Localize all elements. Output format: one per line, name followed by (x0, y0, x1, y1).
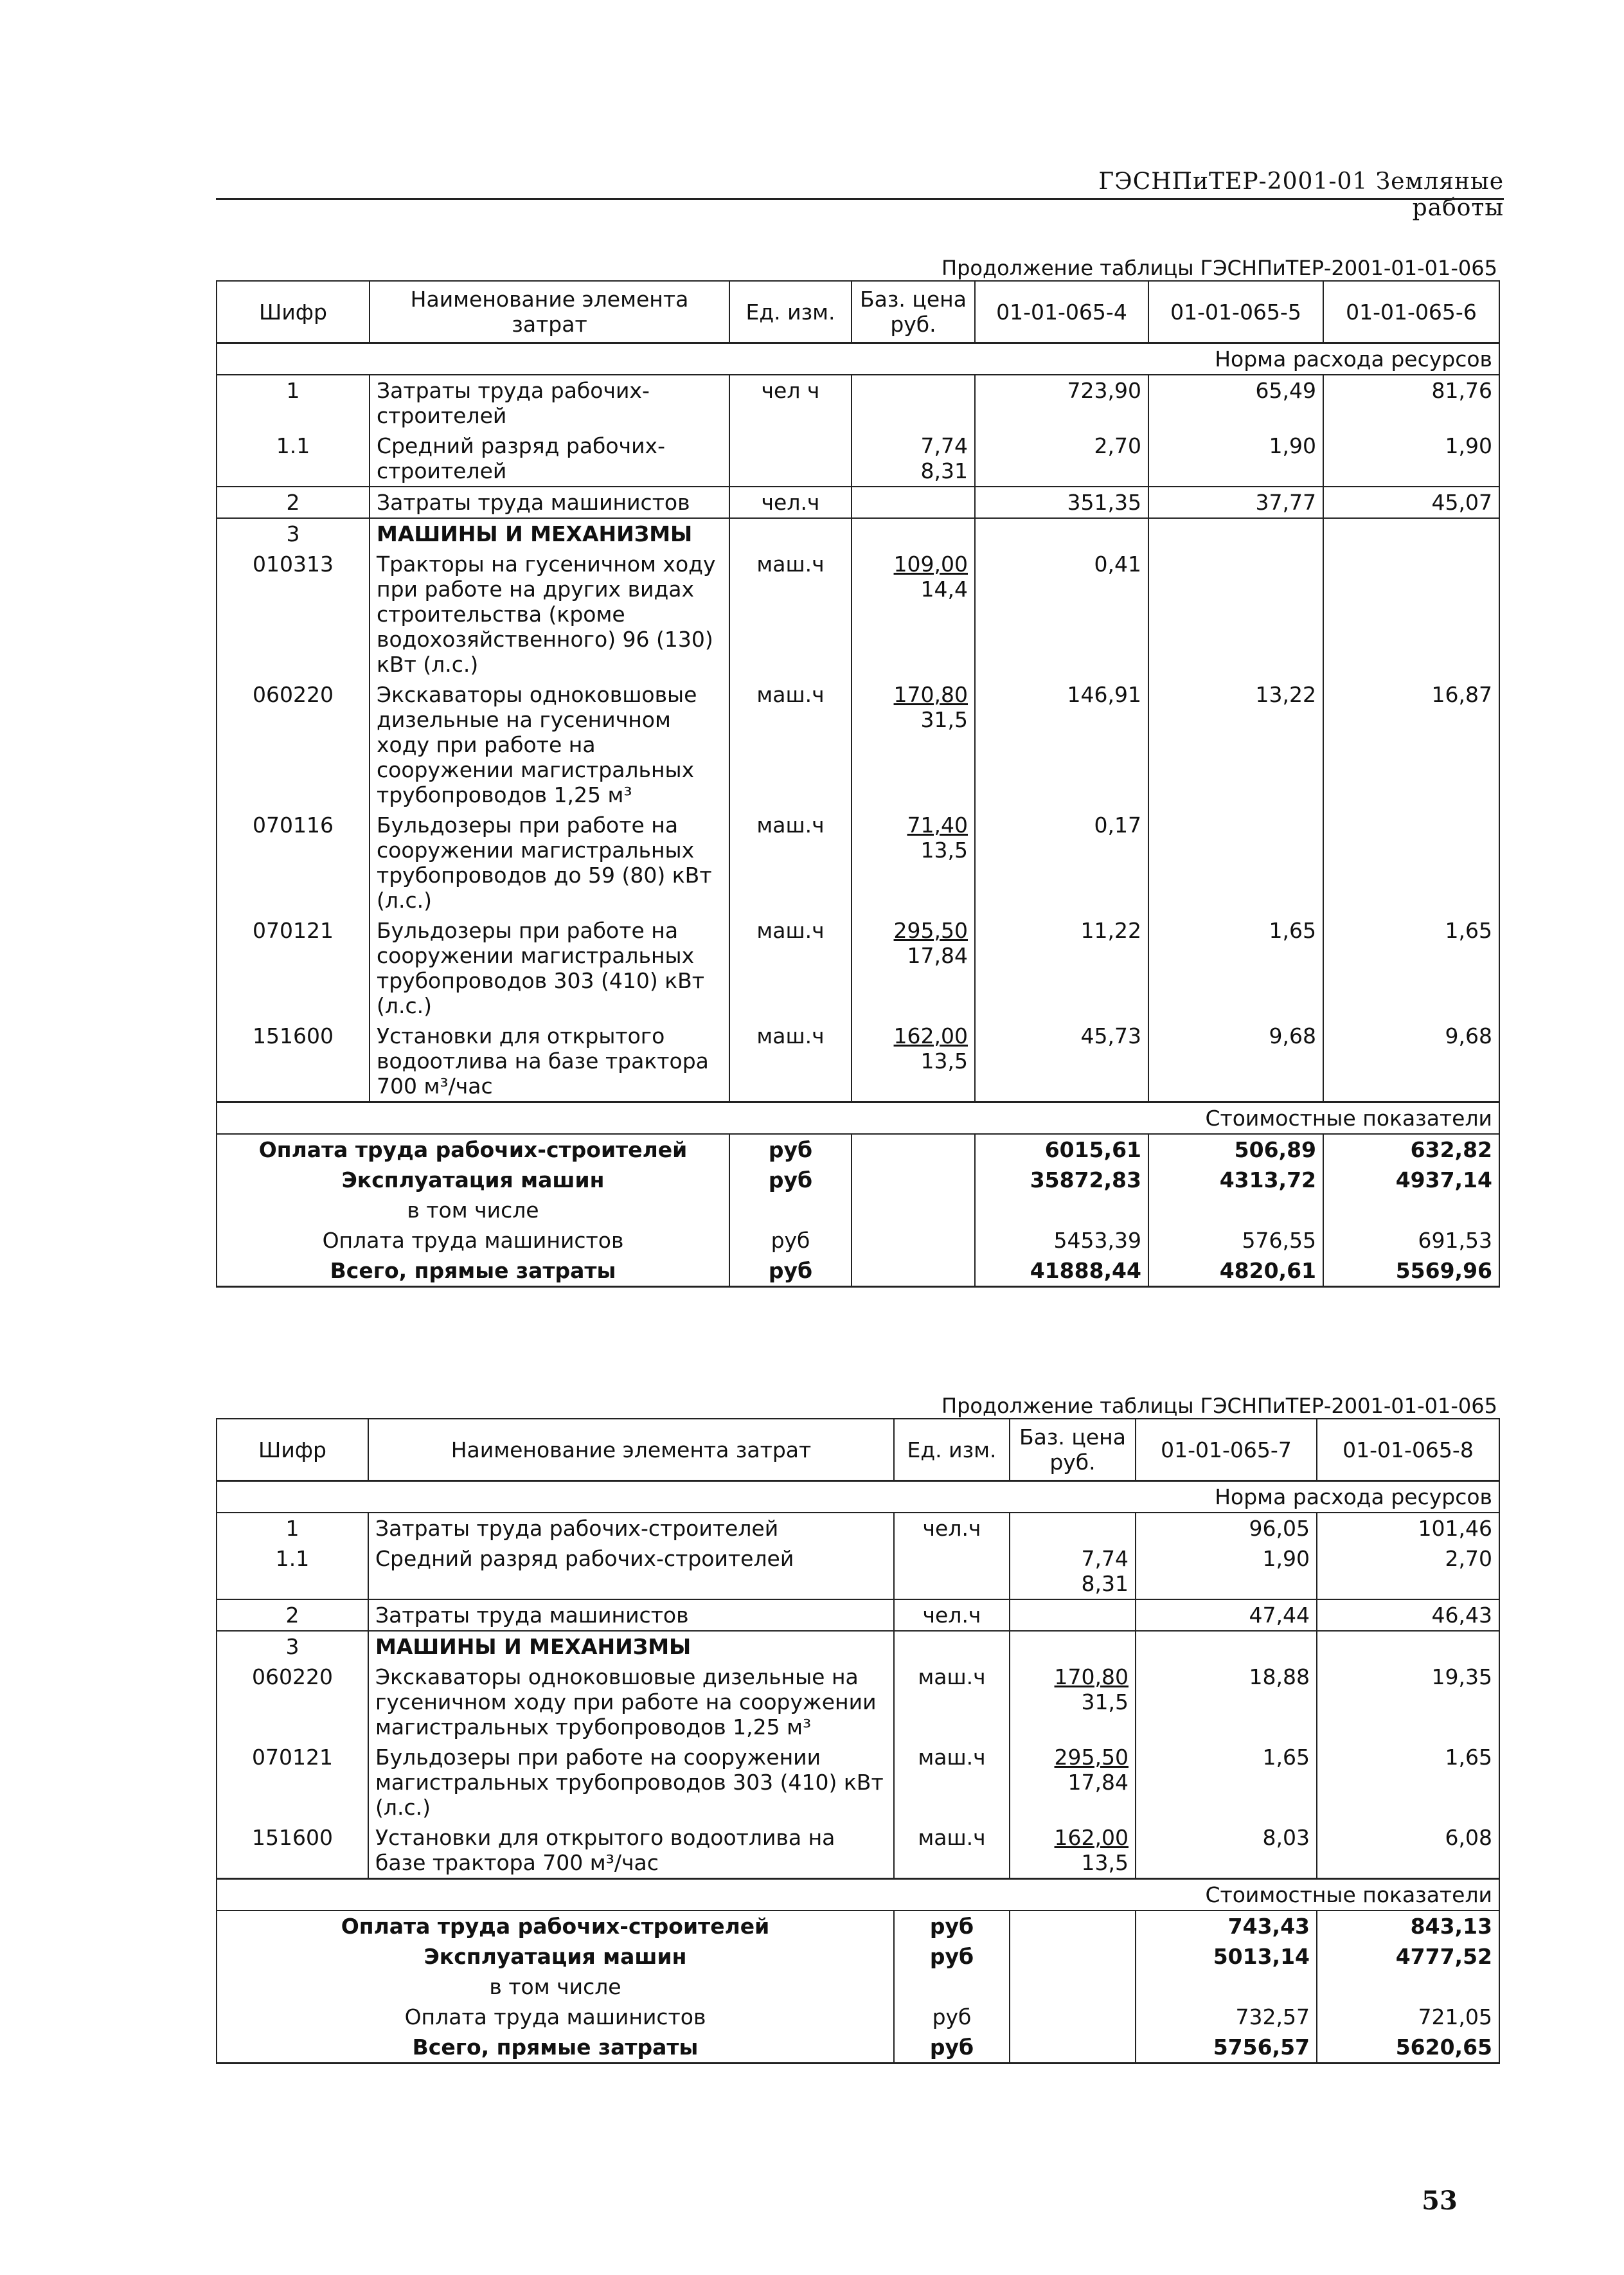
price-value: 295,50 (1054, 1745, 1129, 1770)
summary-row (217, 1195, 1499, 1225)
summary-label: Оплата труда рабочих-строителей (217, 1911, 894, 1941)
resource-name: Средний разряд рабочих-строителей (370, 431, 729, 487)
price-secondary: 14,4 (920, 577, 968, 602)
resource-unit: маш.ч (894, 1662, 1010, 1742)
header-rule (216, 198, 1504, 200)
table1-caption: Продолжение таблицы ГЭСНПиТЕР-2001-01-01-065 (941, 256, 1497, 280)
summary-blank (1010, 2032, 1136, 2064)
norm-value-c2: 65,49 (1148, 375, 1323, 431)
resource-table-1 (216, 280, 1500, 1288)
summary-value-c1 (975, 1195, 1148, 1225)
summary-label: в том числе (217, 1195, 729, 1225)
norm-value-c1 (1136, 1631, 1317, 1662)
norm-value-c1: 0,41 (975, 549, 1148, 679)
summary-row (217, 1972, 1499, 2002)
norm-value-c3: 45,07 (1323, 487, 1499, 518)
summary-blank (1010, 1972, 1136, 2002)
resource-name: Бульдозеры при работе на сооружении магистральных трубопроводов до 59 (80) кВт (л.с.) (370, 810, 729, 915)
table1-header-row (217, 281, 1499, 343)
resource-unit: маш.ч (729, 915, 852, 1021)
running-header: ГЭСНПиТЕР-2001-01 Земляные работы (1098, 168, 1504, 221)
resource-code: 3 (217, 518, 370, 549)
base-price (852, 375, 975, 431)
summary-blank (852, 1134, 975, 1165)
summary-value-c1: 732,57 (1136, 2002, 1317, 2032)
summary-unit (894, 1972, 1010, 2002)
summary-unit: руб (729, 1255, 852, 1287)
resource-row (217, 549, 1499, 679)
base-price (1010, 1513, 1136, 1543)
norm-value-c1: 0,17 (975, 810, 1148, 915)
norm-value-c1: 18,88 (1136, 1662, 1317, 1742)
base-price (1010, 1662, 1136, 1742)
resource-code: 070121 (217, 915, 370, 1021)
resource-unit: маш.ч (729, 679, 852, 810)
summary-label: Оплата труда рабочих-строителей (217, 1134, 729, 1165)
summary-label: Всего, прямые затраты (217, 1255, 729, 1287)
price-value: 109,00 (893, 552, 968, 577)
norm-band-row (217, 1481, 1499, 1513)
norm-value-c1: 1,65 (1136, 1742, 1317, 1822)
summary-unit: руб (894, 2032, 1010, 2064)
summary-label: Эксплуатация машин (217, 1165, 729, 1195)
cost-band-row (217, 1879, 1499, 1911)
base-price (1010, 1543, 1136, 1599)
column-header-code: Шифр (217, 281, 370, 343)
resource-name: Установки для открытого водоотлива на базе трактора 700 м³/час (370, 1021, 729, 1102)
summary-row (217, 2002, 1499, 2032)
norm-value-c2: 101,46 (1317, 1513, 1499, 1543)
norm-value-c3: 1,65 (1323, 915, 1499, 1021)
table2-caption: Продолжение таблицы ГЭСНПиТЕР-2001-01-01-065 (941, 1394, 1497, 1418)
base-price (852, 549, 975, 679)
column-header-unit: Ед. изм. (729, 281, 852, 343)
summary-value-c2: 843,13 (1317, 1911, 1499, 1941)
summary-value-c3: 691,53 (1323, 1225, 1499, 1255)
norm-value-c2 (1148, 810, 1323, 915)
resource-unit: маш.ч (729, 810, 852, 915)
norm-value-c2 (1148, 549, 1323, 679)
base-price (1010, 1631, 1136, 1662)
summary-value-c1: 6015,61 (975, 1134, 1148, 1165)
resource-row (217, 1742, 1499, 1822)
summary-value-c3 (1323, 1195, 1499, 1225)
norm-value-c3 (1323, 518, 1499, 549)
summary-blank (852, 1165, 975, 1195)
norm-value-c2: 1,90 (1148, 431, 1323, 487)
resource-table-2 (216, 1418, 1500, 2064)
base-price (852, 487, 975, 518)
resource-unit: чел.ч (729, 487, 852, 518)
summary-value-c2 (1148, 1195, 1323, 1225)
norm-value-c1: 2,70 (975, 431, 1148, 487)
norm-value-c2 (1148, 518, 1323, 549)
price-value: 295,50 (893, 918, 968, 943)
summary-value-c3: 4937,14 (1323, 1165, 1499, 1195)
summary-value-c1: 35872,83 (975, 1165, 1148, 1195)
norm-value-c2: 2,70 (1317, 1543, 1499, 1599)
summary-unit: руб (894, 1941, 1010, 1972)
price-secondary: 8,31 (920, 458, 968, 483)
summary-unit: руб (729, 1134, 852, 1165)
base-price (852, 431, 975, 487)
price-secondary: 17,84 (1067, 1770, 1129, 1795)
resource-row (217, 1599, 1499, 1631)
norm-value-c3 (1323, 810, 1499, 915)
resource-code: 070116 (217, 810, 370, 915)
table2-header-row (217, 1419, 1499, 1481)
resource-unit: маш.ч (894, 1742, 1010, 1822)
norm-value-c3 (1323, 549, 1499, 679)
norm-label: Норма расхода ресурсов (217, 343, 1499, 375)
column-header-065-4: 01-01-065-4 (975, 281, 1148, 343)
column-header-price: Баз. цена руб. (852, 281, 975, 343)
norm-value-c1: 1,90 (1136, 1543, 1317, 1599)
price-secondary: 13,5 (920, 1048, 968, 1074)
resource-unit: маш.ч (894, 1822, 1010, 1879)
summary-label: Всего, прямые затраты (217, 2032, 894, 2064)
summary-row (217, 1255, 1499, 1287)
resource-row (217, 1021, 1499, 1102)
norm-value-c2: 1,65 (1148, 915, 1323, 1021)
price-value: 162,00 (1054, 1825, 1129, 1850)
resource-row (217, 1513, 1499, 1543)
resource-name: Затраты труда машинистов (370, 487, 729, 518)
resource-name: Бульдозеры при работе на сооружении магистральных трубопроводов 303 (410) кВт (л.с.) (368, 1742, 894, 1822)
resource-row (217, 1543, 1499, 1599)
norm-value-c2: 37,77 (1148, 487, 1323, 518)
resource-code: 010313 (217, 549, 370, 679)
norm-value-c1: 11,22 (975, 915, 1148, 1021)
summary-unit: руб (729, 1225, 852, 1255)
norm-value-c1: 8,03 (1136, 1822, 1317, 1879)
price-value: 7,74 (1081, 1546, 1129, 1571)
base-price (1010, 1822, 1136, 1879)
summary-value-c1: 41888,44 (975, 1255, 1148, 1287)
summary-unit: руб (729, 1165, 852, 1195)
summary-label: Оплата труда машинистов (217, 1225, 729, 1255)
resource-code: 1 (217, 1513, 368, 1543)
summary-row (217, 1911, 1499, 1941)
resource-name: МАШИНЫ И МЕХАНИЗМЫ (368, 1631, 894, 1662)
cost-band-row (217, 1102, 1499, 1135)
summary-value-c2: 4313,72 (1148, 1165, 1323, 1195)
norm-value-c2: 19,35 (1317, 1662, 1499, 1742)
resource-name: Бульдозеры при работе на сооружении магистральных трубопроводов 303 (410) кВт (л.с.) (370, 915, 729, 1021)
summary-value-c2: 4777,52 (1317, 1941, 1499, 1972)
summary-value-c3: 632,82 (1323, 1134, 1499, 1165)
resource-name: Установки для открытого водоотлива на базе трактора 700 м³/час (368, 1822, 894, 1879)
resource-row (217, 375, 1499, 431)
resource-row (217, 1662, 1499, 1742)
resource-code: 1.1 (217, 1543, 368, 1599)
resource-code: 151600 (217, 1021, 370, 1102)
norm-value-c1: 146,91 (975, 679, 1148, 810)
resource-name: Средний разряд рабочих-строителей (368, 1543, 894, 1599)
column-header-name: Наименование элемента затрат (370, 281, 729, 343)
summary-value-c2: 506,89 (1148, 1134, 1323, 1165)
resource-row (217, 915, 1499, 1021)
resource-row (217, 431, 1499, 487)
summary-label: Оплата труда машинистов (217, 2002, 894, 2032)
price-value: 71,40 (907, 813, 968, 838)
norm-value-c3: 16,87 (1323, 679, 1499, 810)
norm-value-c1: 96,05 (1136, 1513, 1317, 1543)
price-secondary: 17,84 (907, 943, 968, 968)
summary-value-c2: 576,55 (1148, 1225, 1323, 1255)
summary-value-c2: 721,05 (1317, 2002, 1499, 2032)
summary-row (217, 1941, 1499, 1972)
base-price (852, 1021, 975, 1102)
summary-blank (1010, 1911, 1136, 1941)
column-header-price: Баз. цена руб. (1010, 1419, 1136, 1481)
summary-blank (1010, 1941, 1136, 1972)
norm-band-row (217, 343, 1499, 375)
resource-unit (894, 1631, 1010, 1662)
cost-label: Стоимостные показатели (217, 1879, 1499, 1911)
cost-label: Стоимостные показатели (217, 1102, 1499, 1135)
resource-code: 060220 (217, 679, 370, 810)
price-secondary: 31,5 (1081, 1689, 1129, 1714)
summary-value-c1: 743,43 (1136, 1911, 1317, 1941)
summary-value-c1: 5453,39 (975, 1225, 1148, 1255)
resource-code: 1 (217, 375, 370, 431)
column-header-code: Шифр (217, 1419, 368, 1481)
price-secondary: 13,5 (920, 838, 968, 863)
norm-value-c3: 81,76 (1323, 375, 1499, 431)
resource-code: 060220 (217, 1662, 368, 1742)
base-price (852, 810, 975, 915)
norm-value-c3: 9,68 (1323, 1021, 1499, 1102)
resource-unit (729, 518, 852, 549)
summary-row (217, 1165, 1499, 1195)
resource-row (217, 679, 1499, 810)
summary-label: в том числе (217, 1972, 894, 2002)
resource-name: МАШИНЫ И МЕХАНИЗМЫ (370, 518, 729, 549)
norm-value-c2: 9,68 (1148, 1021, 1323, 1102)
resource-unit: чел ч (729, 375, 852, 431)
column-header-065-7: 01-01-065-7 (1136, 1419, 1317, 1481)
price-value: 162,00 (893, 1023, 968, 1048)
summary-row (217, 1225, 1499, 1255)
summary-unit (729, 1195, 852, 1225)
price-secondary: 13,5 (1081, 1850, 1129, 1875)
page-number: 53 (1422, 2186, 1458, 2216)
resource-name: Затраты труда рабочих-строителей (368, 1513, 894, 1543)
norm-value-c2: 46,43 (1317, 1599, 1499, 1631)
base-price (852, 915, 975, 1021)
summary-unit: руб (894, 1911, 1010, 1941)
norm-value-c1: 47,44 (1136, 1599, 1317, 1631)
norm-value-c1: 45,73 (975, 1021, 1148, 1102)
summary-unit: руб (894, 2002, 1010, 2032)
summary-value-c1: 5756,57 (1136, 2032, 1317, 2064)
norm-value-c1: 351,35 (975, 487, 1148, 518)
column-header-unit: Ед. изм. (894, 1419, 1010, 1481)
norm-label: Норма расхода ресурсов (217, 1481, 1499, 1513)
summary-blank (852, 1195, 975, 1225)
summary-label: Эксплуатация машин (217, 1941, 894, 1972)
resource-code: 151600 (217, 1822, 368, 1879)
resource-code: 2 (217, 487, 370, 518)
summary-blank (1010, 2002, 1136, 2032)
resource-code: 2 (217, 1599, 368, 1631)
resource-unit: маш.ч (729, 549, 852, 679)
column-header-name: Наименование элемента затрат (368, 1419, 894, 1481)
resource-unit: чел.ч (894, 1513, 1010, 1543)
resource-name: Затраты труда рабочих-строителей (370, 375, 729, 431)
base-price (1010, 1742, 1136, 1822)
summary-blank (852, 1225, 975, 1255)
resource-unit: маш.ч (729, 1021, 852, 1102)
resource-row (217, 1822, 1499, 1879)
price-value: 170,80 (893, 682, 968, 707)
summary-value-c2: 4820,61 (1148, 1255, 1323, 1287)
resource-name: Тракторы на гусеничном ходу при работе на других видах строительства (кроме водохозяйственного) 96 (130) кВт (л.с.) (370, 549, 729, 679)
norm-value-c2: 1,65 (1317, 1742, 1499, 1822)
summary-value-c2 (1317, 1972, 1499, 2002)
resource-name: Экскаваторы одноковшовые дизельные на гусеничном ходу при работе на сооружении магистральных трубопроводов 1,25 м³ (368, 1662, 894, 1742)
base-price (852, 518, 975, 549)
norm-value-c2 (1317, 1631, 1499, 1662)
resource-code: 3 (217, 1631, 368, 1662)
price-secondary: 31,5 (920, 707, 968, 732)
resource-row (217, 1631, 1499, 1662)
summary-blank (852, 1255, 975, 1287)
summary-value-c2: 5620,65 (1317, 2032, 1499, 2064)
resource-code: 1.1 (217, 431, 370, 487)
norm-value-c2: 6,08 (1317, 1822, 1499, 1879)
column-header-065-5: 01-01-065-5 (1148, 281, 1323, 343)
column-header-065-6: 01-01-065-6 (1323, 281, 1499, 343)
resource-row (217, 487, 1499, 518)
price-secondary: 8,31 (1081, 1571, 1129, 1596)
resource-unit: чел.ч (894, 1599, 1010, 1631)
resource-unit (729, 431, 852, 487)
base-price (852, 679, 975, 810)
price-value: 7,74 (920, 433, 968, 458)
summary-row (217, 1134, 1499, 1165)
norm-value-c2: 13,22 (1148, 679, 1323, 810)
summary-row (217, 2032, 1499, 2064)
base-price (1010, 1599, 1136, 1631)
summary-value-c1 (1136, 1972, 1317, 2002)
summary-value-c1: 5013,14 (1136, 1941, 1317, 1972)
resource-code: 070121 (217, 1742, 368, 1822)
summary-value-c3: 5569,96 (1323, 1255, 1499, 1287)
column-header-065-8: 01-01-065-8 (1317, 1419, 1499, 1481)
norm-value-c3: 1,90 (1323, 431, 1499, 487)
resource-row (217, 810, 1499, 915)
resource-name: Экскаваторы одноковшовые дизельные на гусеничном ходу при работе на сооружении магистральных трубопроводов 1,25 м³ (370, 679, 729, 810)
norm-value-c1 (975, 518, 1148, 549)
price-value: 170,80 (1054, 1664, 1129, 1689)
resource-name: Затраты труда машинистов (368, 1599, 894, 1631)
resource-unit (894, 1543, 1010, 1599)
norm-value-c1: 723,90 (975, 375, 1148, 431)
resource-row (217, 518, 1499, 549)
